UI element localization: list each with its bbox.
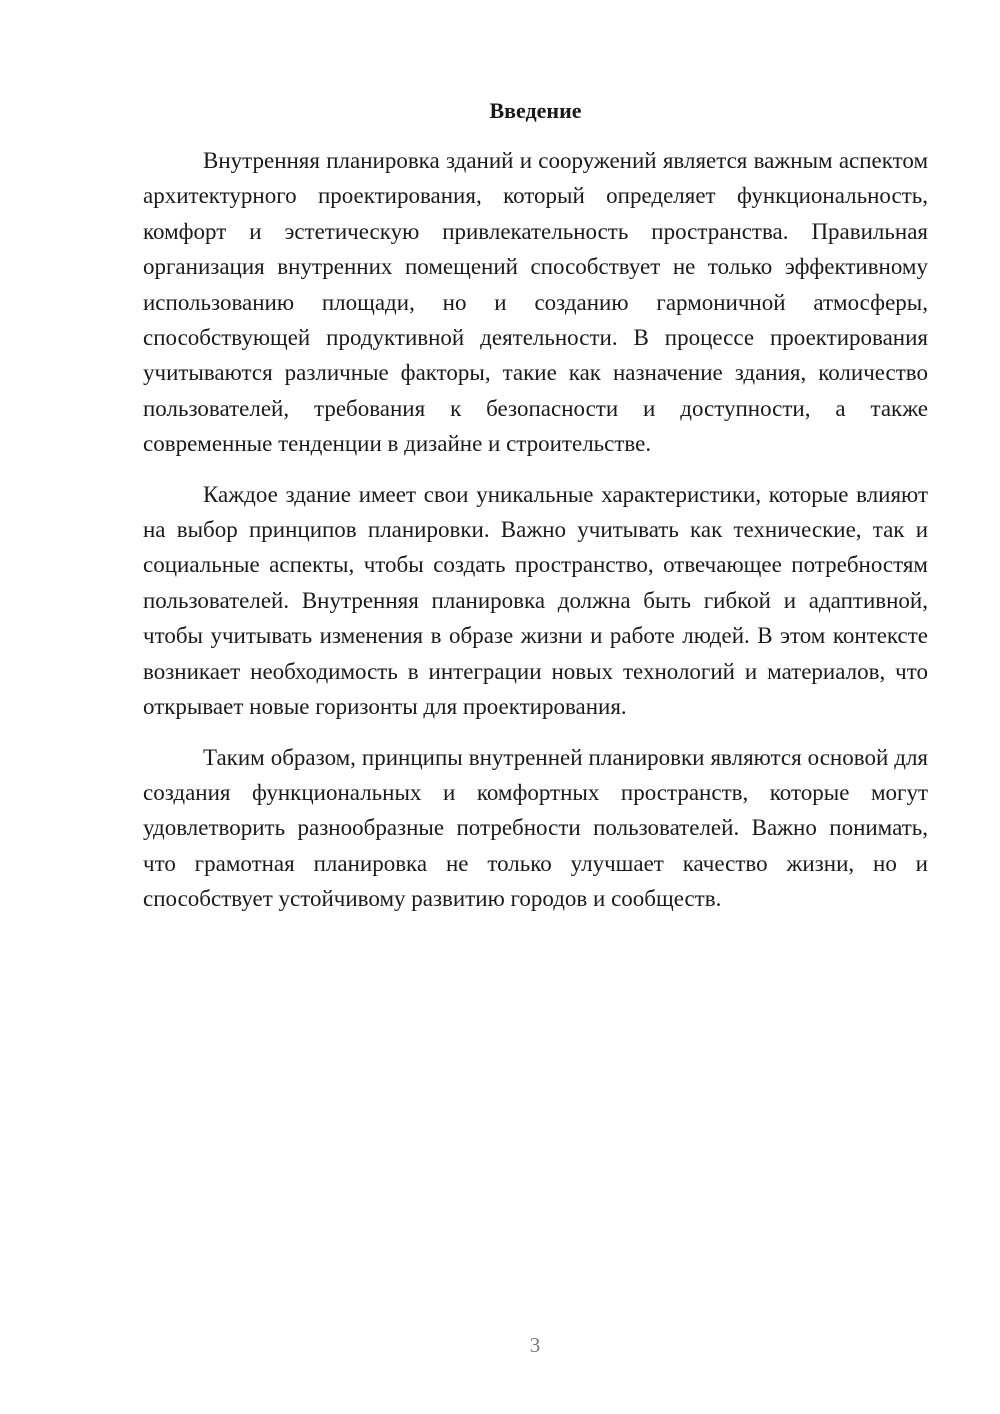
paragraph-1: Внутренняя планировка зданий и сооружений является важным аспектом архитектурного проектирования, который определяет функциональность, комфорт и эстетическую привлекательность пространства. Правильная организация внутренних помещений способствует не только эффективному использованию площади, но и созданию гармоничной атмосферы, способствующей продуктивной деятельности. В процессе проектирования учитываются различные факторы, такие как назначение здания, количество пользователей, требования к безопасности и доступности, а также современные тенденции в дизайне и строительстве.	[143, 148, 928, 457]
paragraph-2: Каждое здание имеет свои уникальные характеристики, которые влияют на выбор принципов планировки. Важно учитывать как технические, так и социальные аспекты, чтобы создать пространство, отвечающее потребностям пользователей. Внутренняя планировка должна быть гибкой и адаптивной, чтобы учитывать изменения в образе жизни и работе людей. В этом контексте возникает необходимость в интеграции новых технологий и материалов, что открывает новые горизонты для проектирования.	[143, 481, 928, 720]
section-title: Введение	[489, 98, 582, 123]
document-body	[143, 143, 928, 932]
page-number: 3	[529, 1333, 541, 1357]
paragraph-3: Таким образом, принципы внутренней планировки являются основой для создания функциональных и комфортных пространств, которые могут удовлетворить разнообразные потребности пользователей. Важно понимать, что грамотная планировка не только улучшает качество жизни, но и способствует устойчивому развитию городов и сообществ.	[143, 744, 928, 912]
